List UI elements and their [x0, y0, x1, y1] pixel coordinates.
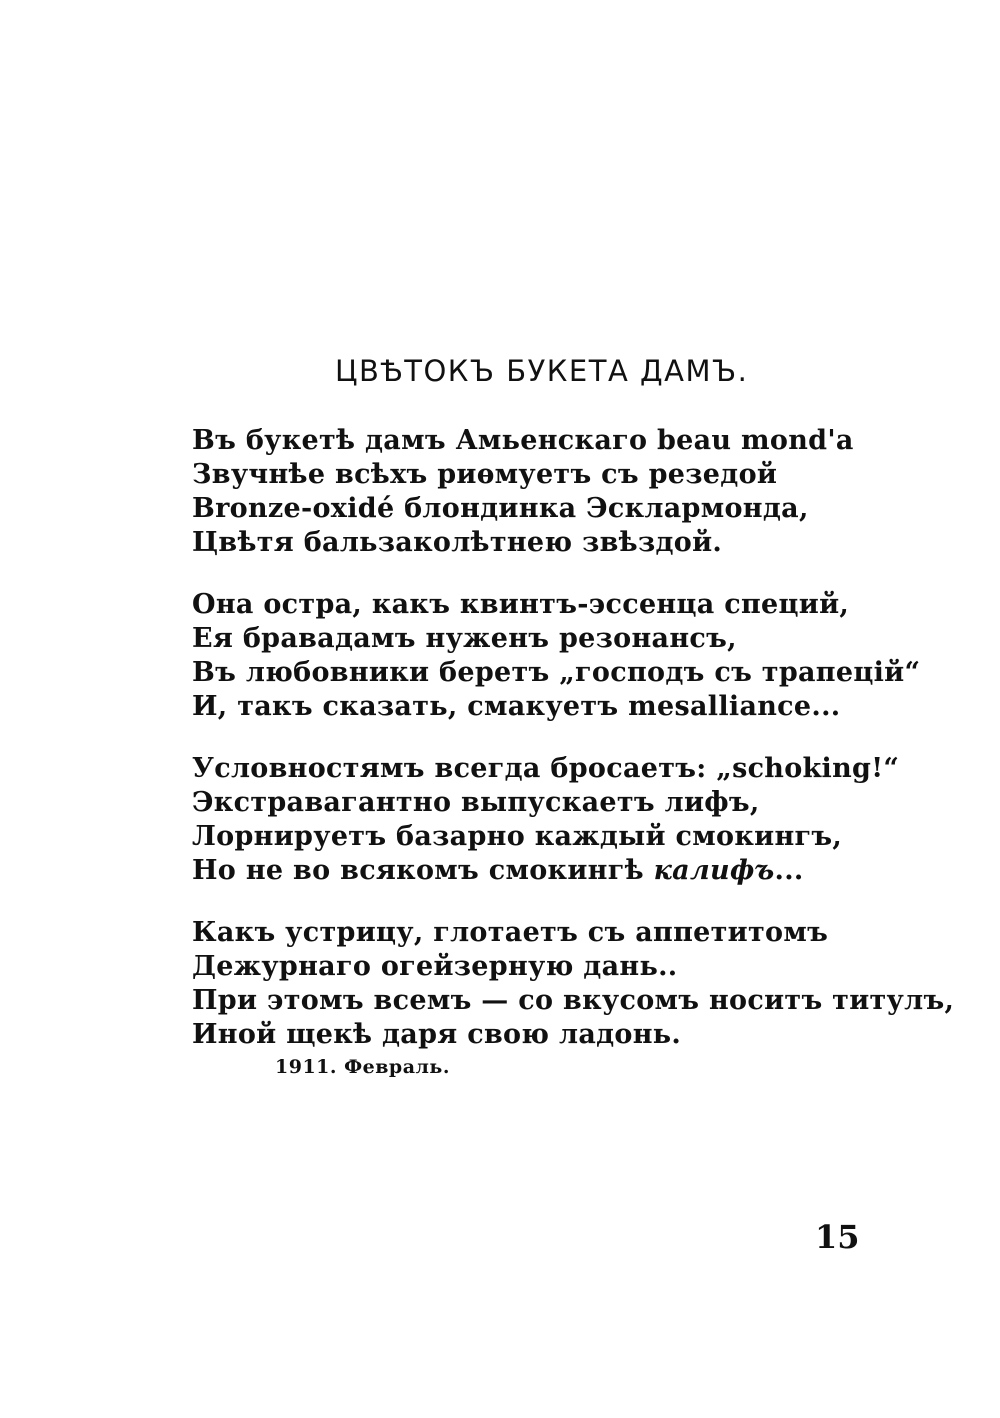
- italic-word: калифъ: [653, 855, 775, 886]
- poem-line: Условностямъ всегда бросаетъ: „schoking!“: [192, 753, 900, 784]
- poem-line: Какъ устрицу, глотаетъ съ аппетитомъ: [192, 917, 829, 948]
- poem-title: ЦВѢТОКЪ БУКЕТА ДАМЪ.: [335, 354, 749, 388]
- stanza-2: [192, 588, 921, 724]
- poem-line-text: Но не во всякомъ смокингѣ: [192, 855, 654, 886]
- poem-date: 1911. Февраль.: [275, 1056, 450, 1078]
- poem-line: Ея бравадамъ нуженъ резонансъ,: [192, 623, 737, 654]
- poem-line: Лорнируетъ базарно каждый смокингъ,: [192, 821, 843, 852]
- poem-line: Bronze-oxidé блондинка Эсклармонда,: [192, 493, 809, 524]
- poem-line: Цвѣтя бальзаколѣтнею звѣздой.: [192, 527, 723, 558]
- stanza-3: [192, 752, 900, 888]
- stanza-1: [192, 424, 872, 560]
- poem-line: Она остра, какъ квинтъ-эссенца специй,: [192, 589, 850, 620]
- poem-line: Звучнѣе всѣхъ риѳмуетъ съ резедой: [192, 459, 778, 490]
- poem-line: Въ букетѣ дамъ Амьенскаго beau mond'a: [192, 425, 854, 456]
- poem-body: [192, 424, 955, 1080]
- stanza-4: [192, 916, 955, 1052]
- poem-line: Въ любовники беретъ „господъ съ трапецій“: [192, 657, 921, 688]
- poem-line: Дежурнаго огейзерную дань..: [192, 951, 678, 982]
- poem-line: И, такъ сказать, смакуетъ mesalliance...: [192, 691, 841, 722]
- poem-line: При этомъ всемъ — со вкусомъ носитъ титулъ,: [192, 985, 955, 1016]
- page-number: 15: [815, 1218, 860, 1256]
- poem-line-tail: ...: [774, 855, 804, 886]
- poem-line: Иной щекѣ даря свою ладонь.: [192, 1019, 682, 1050]
- poem-line-mixed: [192, 854, 872, 888]
- poem-line: Экстравагантно выпускаетъ лифъ,: [192, 787, 760, 818]
